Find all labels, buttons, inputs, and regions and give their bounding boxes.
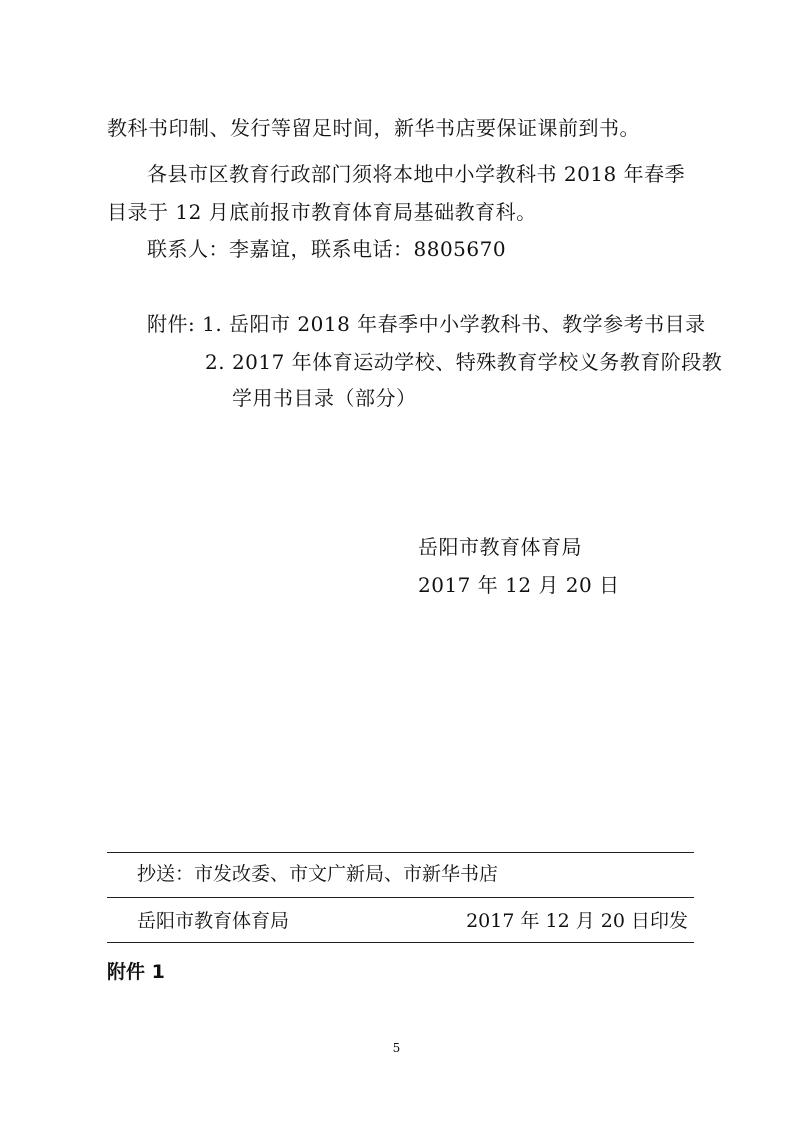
body-paragraph-1-line-1: 教科书印制、发行等留足时间，新华书店要保证课前到书。 xyxy=(107,116,640,140)
footer-top-rule xyxy=(107,852,694,853)
attachment-item-2-line-2: 学用书目录（部分） xyxy=(232,386,417,410)
footer-middle-rule xyxy=(107,897,694,898)
issuer-name: 岳阳市教育体育局 xyxy=(137,910,290,932)
body-paragraph-2-line-2: 目录于 12 月底前报市教育体育局基础教育科。 xyxy=(107,200,537,224)
body-paragraph-2-line-1: 各县市区教育行政部门须将本地中小学教科书 2018 年春季 xyxy=(147,162,686,186)
attachment-item-2-line-1: 2. 2017 年体育运动学校、特殊教育学校义务教育阶段教 xyxy=(205,350,723,374)
cc-text: 抄送：市发改委、市文广新局、市新华书店 xyxy=(137,863,499,885)
attachment-1-heading: 附件 1 xyxy=(107,961,165,983)
attachment-item-1: 附件: 1. 岳阳市 2018 年春季中小学教科书、教学参考书目录 xyxy=(147,312,706,336)
signature-org: 岳阳市教育体育局 xyxy=(418,535,582,559)
issue-date: 2017 年 12 月 20 日印发 xyxy=(466,910,688,932)
footer-bottom-rule xyxy=(107,942,694,943)
signature-date: 2017 年 12 月 20 日 xyxy=(418,573,620,597)
contact-line: 联系人：李嘉谊，联系电话：8805670 xyxy=(147,237,507,261)
page-number: 5 xyxy=(392,1041,401,1055)
